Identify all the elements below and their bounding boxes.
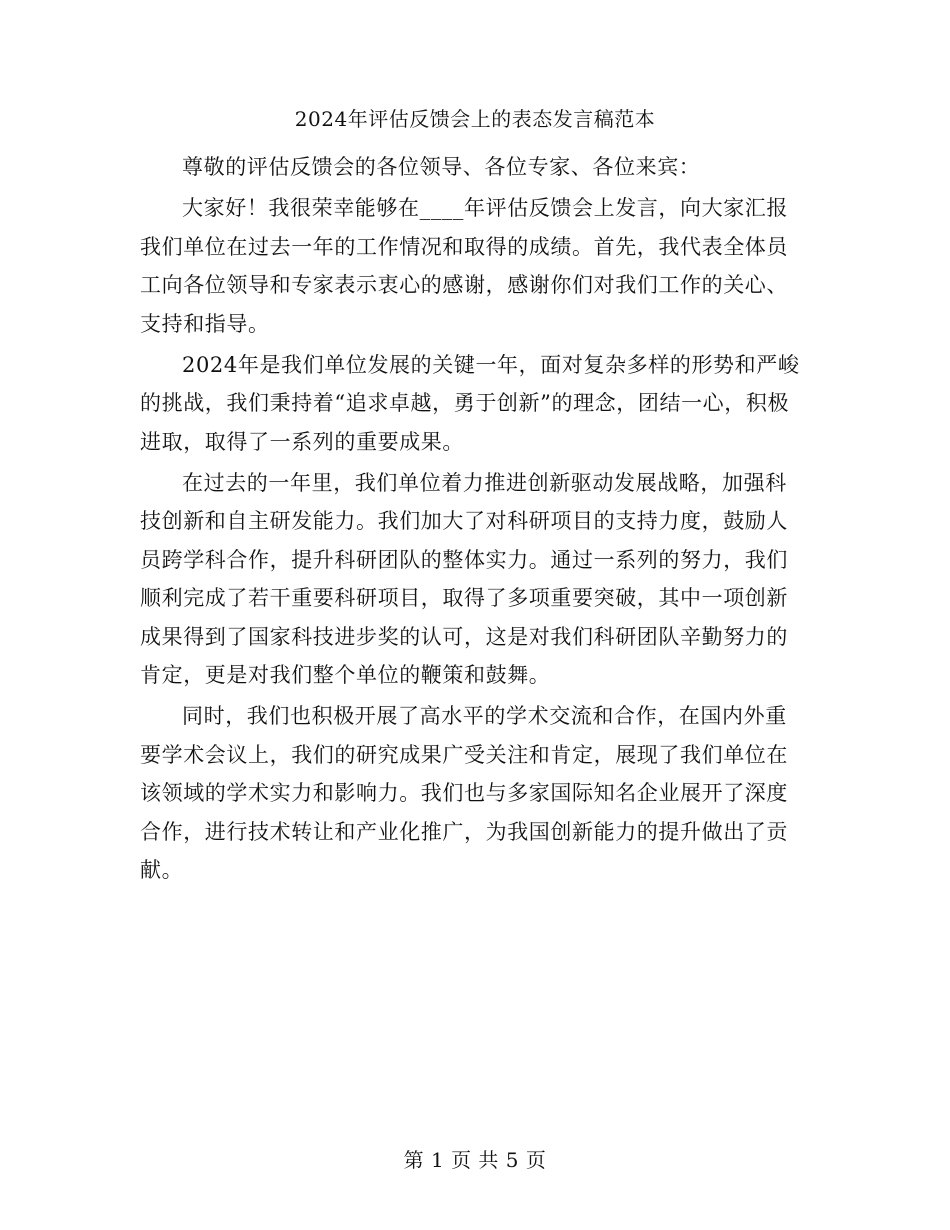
body-paragraph-1: 大家好！我很荣幸能够在____年评估反馈会上发言，向大家汇报我们单位在过去一年的工作情况和取得的成绩。首先，我代表全体员工向各位领导和专家表示衷心的感谢，感谢你们对我们工作的关心、支持和指导。 <box>140 196 788 336</box>
body-paragraph-4: 同时，我们也积极开展了高水平的学术交流和合作，在国内外重要学术会议上，我们的研究成果广受关注和肯定，展现了我们单位在该领域的学术实力和影响力。我们也与多家国际知名企业展开了深度合作，进行技术转让和产业化推广，为我国创新能力的提升做出了贡献。 <box>140 704 788 882</box>
body-paragraph-3: 在过去的一年里，我们单位着力推进创新驱动发展战略，加强科技创新和自主研发能力。我们加大了对科研项目的支持力度，鼓励人员跨学科合作，提升科研团队的整体实力。通过一系列的努力，我们顺利完成了若干重要科研项目，取得了多项重要突破，其中一项创新成果得到了国家科技进步奖的认可，这是对我们科研团队辛勤努力的肯定，更是对我们整个单位的鞭策和鼓舞。 <box>140 470 788 687</box>
salutation-paragraph: 尊敬的评估反馈会的各位领导、各位专家、各位来宾： <box>182 155 701 179</box>
body-paragraph-2: 2024年是我们单位发展的关键一年，面对复杂多样的形势和严峻的挑战，我们秉持着“追求卓越，勇于创新”的理念，团结一心，积极进取，取得了一系列的重要成果。 <box>140 352 800 454</box>
document-body <box>140 148 806 892</box>
page-number-footer: 第 1 页 共 5 页 <box>403 1148 547 1172</box>
document-title: 2024年评估反馈会上的表态发言稿范本 <box>294 107 656 131</box>
